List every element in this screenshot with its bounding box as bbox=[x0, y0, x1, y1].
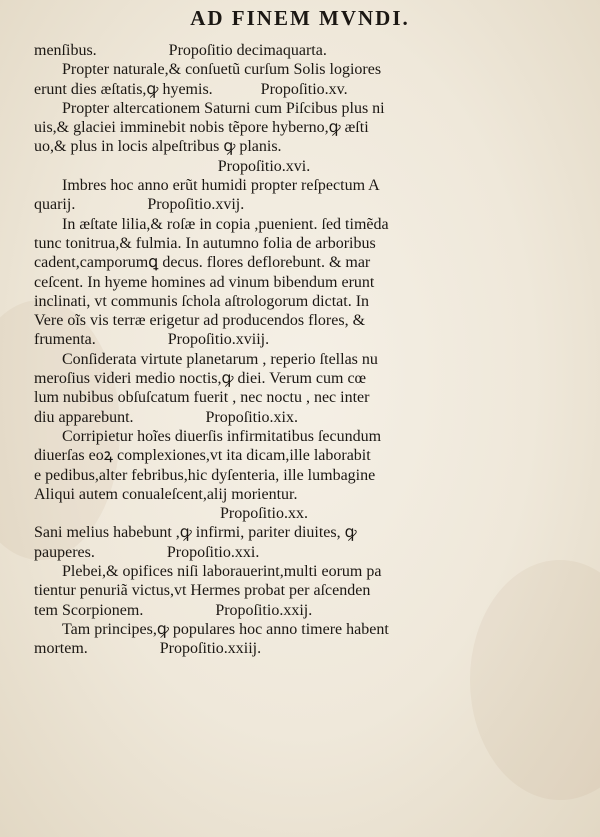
text-line: Plebei,& opifices niſi laborauerint,multi eorum pa bbox=[62, 563, 382, 581]
text-line: Propter naturale,& conſuetũ curſum Solis logiores bbox=[62, 61, 382, 79]
text-line: Sani melius habebunt ,ꝙ infirmi, pariter diuites, ꝙ bbox=[34, 524, 357, 542]
text-line: tientur penuriã victus,vt Hermes probat per aſcenden bbox=[34, 582, 371, 600]
text-line: diu apparebunt. Propoſitio.xix. bbox=[34, 408, 298, 426]
text-line: quarij. Propoſitio.xvij. bbox=[34, 196, 245, 214]
text-line: frumenta. Propoſitio.xviij. bbox=[34, 331, 270, 349]
proposition-label: Propoſitio.xvij. bbox=[147, 196, 245, 214]
text-line: cadent,camporumꝗ decus. flores deflorebunt. & mar bbox=[34, 254, 371, 272]
text-line: uis,& glaciei imminebit nobis tẽpore hyberno,ꝙ æſti bbox=[34, 119, 369, 137]
text-line: diuerſas eoꝝ complexiones,vt ita dicam,ille laborabit bbox=[34, 447, 371, 465]
proposition-label: Propoſitio.xix. bbox=[205, 408, 298, 426]
proposition-label: Propoſitio.xviij. bbox=[167, 331, 270, 349]
text-line: uo,& plus in locis alpeſtribus ꝙ planis. bbox=[34, 138, 282, 156]
text-line: e pedibus,alter febribus,hic dyſenteria, ille lumbagine bbox=[34, 466, 376, 484]
text-line: Aliqui autem conualeſcent,alij morientur. bbox=[34, 485, 298, 503]
proposition-label: Propoſitio.xv. bbox=[260, 80, 348, 98]
body-text bbox=[34, 41, 494, 659]
text-line: menſibus. Propoſitio decimaquarta. bbox=[34, 42, 327, 59]
proposition-label: Propoſitio.xxiij. bbox=[159, 640, 262, 658]
text-line: ceſcent. In hyeme homines ad vinum bibendum erunt bbox=[34, 273, 375, 291]
text-line: mortem. Propoſitio.xxiij. bbox=[34, 640, 262, 658]
text-line: inclinati, vt communis ſchola aſtrologorum dictat. In bbox=[34, 292, 370, 310]
text-line: In æſtate lilia,& roſæ in copia ,puenient. ſed timẽda bbox=[62, 215, 389, 233]
text-line: erunt dies æſtatis,ꝙ hyemis. Propoſitio.xv. bbox=[34, 80, 348, 98]
proposition-label: Propoſitio decimaquarta. bbox=[168, 42, 327, 59]
text-line: tunc tonitrua,& fulmia. In autumno folia de arboribus bbox=[34, 234, 376, 252]
text-line: Corripietur hoĩes diuerſis infirmitatibus ſecundum bbox=[62, 427, 382, 445]
text-line: Propter altercationem Saturni cum Piſcibus plus ni bbox=[62, 99, 385, 117]
proposition-label: Propoſitio.xvi. bbox=[217, 157, 311, 175]
text-line: lum nubibus obſuſcatum fuerit , nec noctu , nec inter bbox=[34, 389, 370, 407]
text-line: Conſiderata virtute planetarum , reperio ſtellas nu bbox=[62, 350, 378, 368]
proposition-label: Propoſitio.xx. bbox=[219, 505, 308, 523]
text-line: Tam principes,ꝙ populares hoc anno timere habent bbox=[62, 620, 389, 638]
text-line: meroſius videri medio noctis,ꝙ diei. Verum cum cœ bbox=[34, 370, 367, 388]
proposition-label: Propoſitio.xxij. bbox=[215, 601, 313, 619]
proposition-label: Propoſitio.xxi. bbox=[166, 543, 260, 561]
running-head: AD FINEM MVNDI. bbox=[190, 6, 410, 30]
text-line: Vere oĩs vis terræ erigetur ad producendos flores, & bbox=[34, 312, 366, 330]
text-line: Imbres hoc anno erũt humidi propter reſpectum A bbox=[62, 177, 380, 195]
text-line: tem Scorpionem. Propoſitio.xxij. bbox=[34, 601, 313, 619]
text-line: pauperes. Propoſitio.xxi. bbox=[34, 543, 260, 561]
